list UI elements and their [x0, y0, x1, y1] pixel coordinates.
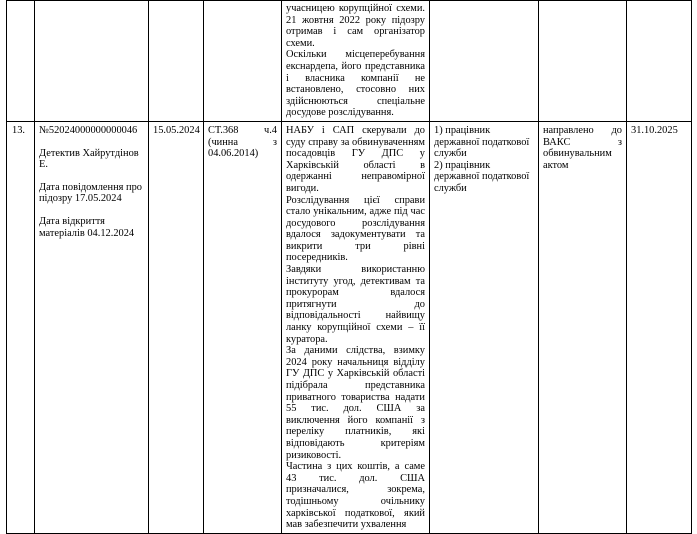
- description-paragraph: Оскільки місцеперебування екснардепа, його представника і власника компанії не встановлено, стосовно них здійснюються спеціальне досудове розслідування.: [286, 49, 425, 119]
- registration-date-cell: [149, 1, 204, 122]
- case-number: №52024000000000046: [39, 124, 138, 136]
- subject-item: 2) працівник державної податкової служби: [434, 159, 530, 194]
- deadline-cell: 31.10.2025: [627, 121, 692, 533]
- subjects-cell: [430, 121, 539, 533]
- table-row: [7, 1, 692, 122]
- case-cell: [35, 121, 149, 533]
- description-paragraph: Частина з цих коштів, а саме 43 тис. дол. США призначалися, зокрема, тодішньому очільнику харківської податкової, який мав забезпечити ухвалення: [286, 461, 425, 531]
- suspicion-notice-date: Дата повідомлення про підозру 17.05.2024: [39, 181, 142, 205]
- description-paragraph: Завдяки використанню інституту угод, детективам та прокурорам вдалося притягнути до відповідальності найвищу ланку корупційної схеми – її куратора.: [286, 264, 425, 345]
- description-paragraph: За даними слідства, взимку 2024 року начальниця відділу ГУ ДПС у Харківській області підібрала представника приватного товариства надати 55 тис. дол. США за виключення його компанії з переліку платників, які відповідають критеріям ризиковості.: [286, 345, 425, 461]
- subject-item: 1) працівник державної податкової служби: [434, 124, 530, 160]
- description-paragraph: НАБУ і САП скерували до суду справу за обвинуваченням посадовців ГУ ДПС у Харківській області в одержанні неправомірної вигоди.: [286, 124, 425, 194]
- description-cell: [282, 1, 430, 122]
- detective-name: Детектив Хайрутдінов Е.: [39, 147, 139, 171]
- case-cell: [35, 1, 149, 122]
- description-paragraph: учасницею корупційної схеми. 21 жовтня 2022 року підозру отримав і сам організатор схеми.: [286, 3, 425, 49]
- subjects-cell: [430, 1, 539, 122]
- article-cell: [204, 1, 282, 122]
- row-number-cell: [7, 1, 35, 122]
- status-cell: [539, 1, 627, 122]
- row-number-cell: 13.: [7, 121, 35, 533]
- status-cell: направлено до ВАКС з обвинувальним актом: [539, 121, 627, 533]
- registration-date-cell: 15.05.2024: [149, 121, 204, 533]
- description-paragraph: Розслідування цієї справи стало унікальним, адже під час досудового розслідування вдалося задокументувати та викрити три рівні посередників.: [286, 194, 425, 264]
- table-row: [7, 121, 692, 533]
- description-cell: [282, 121, 430, 533]
- article-cell: СТ.368 ч.4 (чинна з 04.06.2014): [204, 121, 282, 533]
- deadline-cell: [627, 1, 692, 122]
- materials-opening-date: Дата відкриття матеріалів 04.12.2024: [39, 215, 135, 239]
